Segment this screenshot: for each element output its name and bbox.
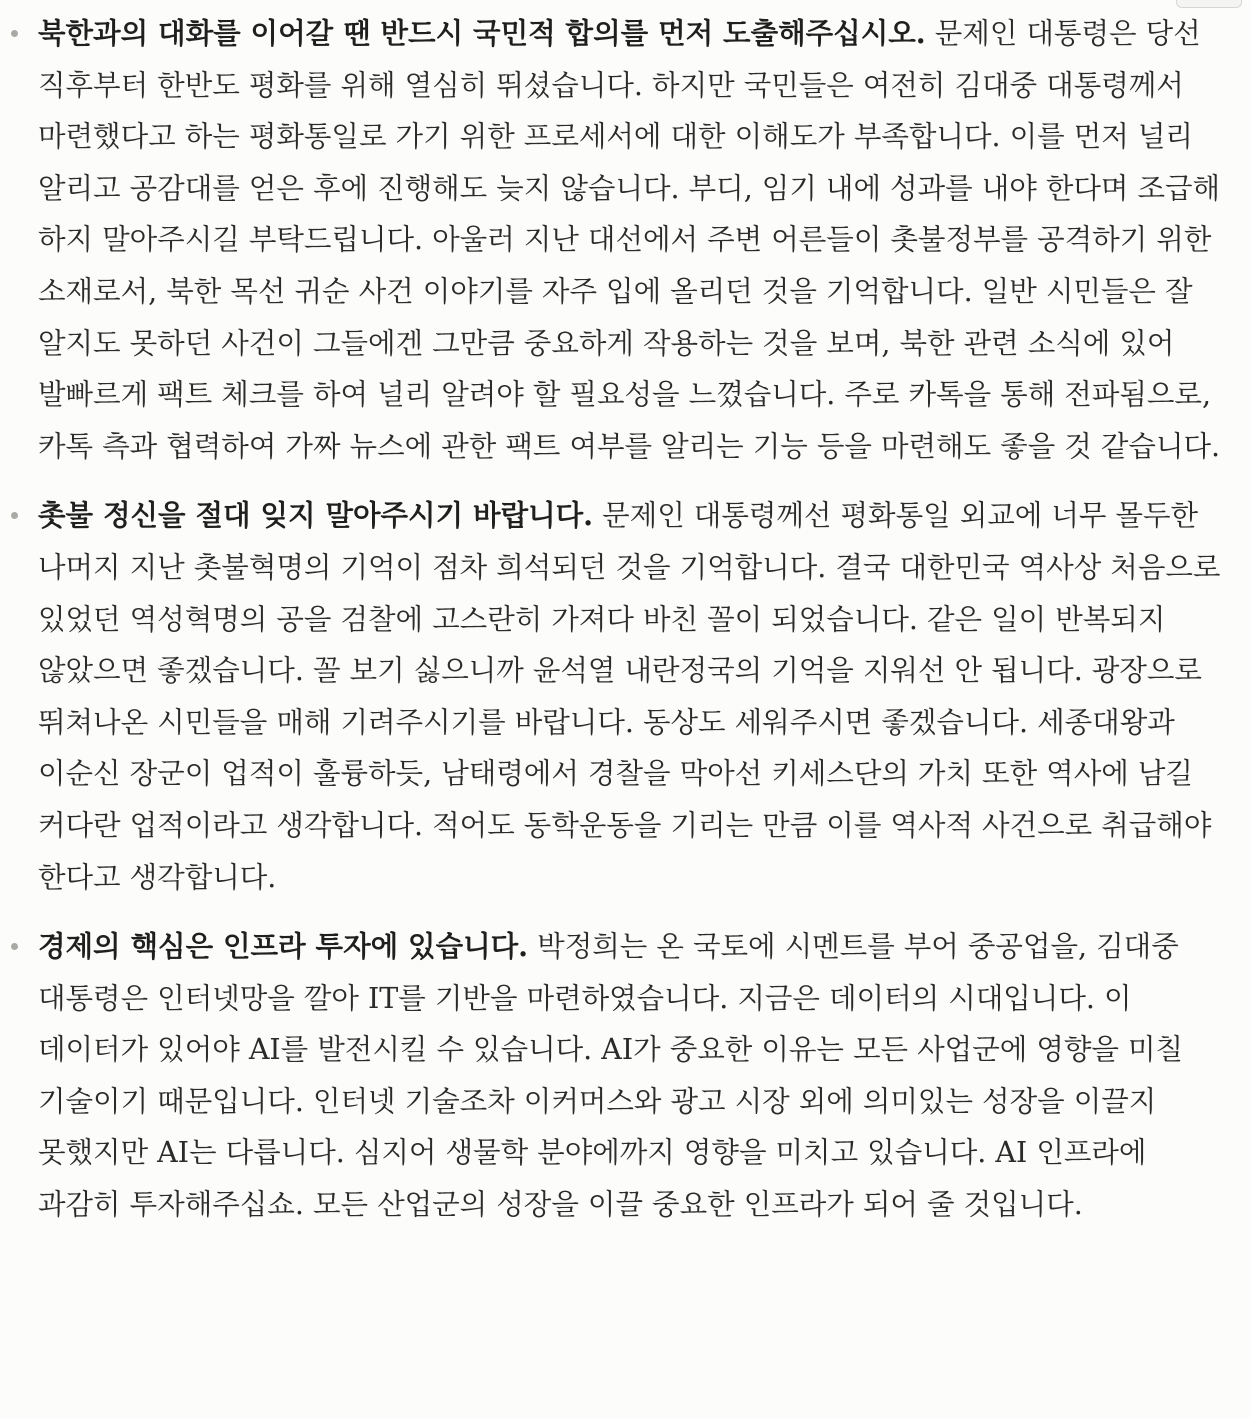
window-corner-tab: [1176, 0, 1242, 8]
item-lead: 북한과의 대화를 이어갈 땐 반드시 국민적 합의를 먼저 도출해주십시오.: [38, 16, 926, 50]
list-item: [0, 490, 1250, 903]
list-item: [0, 921, 1250, 1231]
bullet-icon: [11, 943, 18, 950]
document-body: [0, 8, 1250, 1249]
item-lead: 촛불 정신을 절대 잊지 말아주시기 바랍니다.: [38, 498, 594, 533]
bullet-icon: [11, 30, 18, 37]
item-body: 문제인 대통령은 당선 직후부터 한반도 평화를 위해 열심히 뛰셨습니다. 하지만 국민들은 여전히 김대중 대통령께서 마련했다고 하는 평화통일로 가기 위한 프로세서에 대한 이해도가 부족합니다. 이를 먼저 널리 알리고 공감대를 얻은 후에 진행해도 늦지 않습니다. 부디, 임기 내에 성과를 내야 한다며 조급해 하지 말아주시길 부탁드립니다. 아울러 지난 대선에서 주변 어른들이 촛불정부를 공격하기 위한 소재로서, 북한 목선 귀순 사건 이야기를 자주 입에 올리던 것을 기억합니다. 일반 시민들은 잘 알지도 못하던 사건이 그들에겐 그만큼 중요하게 작용하는 것을 보며, 북한 관련 소식에 있어 발빠르게 팩트 체크를 하여 널리 알려야 할 필요성을 느꼈습니다. 주로 카톡을 통해 전파됨으로, 카톡 측과 협력하여 가짜 뉴스에 관한 팩트 여부를 알리는 기능 등을 마련해도 좋을 것 같습니다.: [38, 17, 1221, 463]
bullet-list: [0, 8, 1250, 1231]
list-item: [0, 8, 1250, 472]
item-body: 박정희는 온 국토에 시멘트를 부어 중공업을, 김대중 대통령은 인터넷망을 깔아 IT를 기반을 마련하였습니다. 지금은 데이터의 시대입니다. 이 데이터가 있어야 AI를 발전시킬 수 있습니다. AI가 중요한 이유는 모든 사업군에 영향을 미칠 기술이기 때문입니다. 인터넷 기술조차 이커머스와 광고 시장 외에 의미있는 성장을 이끌지 못했지만 AI는 다릅니다. 심지어 생물학 분야에까지 영향을 미치고 있습니다. AI 인프라에 과감히 투자해주십쇼. 모든 산업군의 성장을 이끌 중요한 인프라가 되어 줄 것입니다.: [38, 930, 1184, 1222]
bullet-icon: [11, 512, 18, 519]
item-body: 문제인 대통령께선 평화통일 외교에 너무 몰두한 나머지 지난 촛불혁명의 기억이 점차 희석되던 것을 기억합니다. 결국 대한민국 역사상 처음으로 있었던 역성혁명의 공을 검찰에 고스란히 가져다 바친 꼴이 되었습니다. 같은 일이 반복되지 않았으면 좋겠습니다. 꼴 보기 싫으니까 윤석열 내란정국의 기억을 지워선 안 됩니다. 광장으로 뛰쳐나온 시민들을 매해 기려주시기를 바랍니다. 동상도 세워주시면 좋겠습니다. 세종대왕과 이순신 장군이 업적이 훌륭하듯, 남태령에서 경찰을 막아선 키세스단의 가치 또한 역사에 남길 커다란 업적이라고 생각합니다. 적어도 동학운동을 기리는 만큼 이를 역사적 사건으로 취급해야 한다고 생각합니다.: [38, 499, 1221, 894]
item-lead: 경제의 핵심은 인프라 투자에 있습니다.: [38, 929, 529, 964]
